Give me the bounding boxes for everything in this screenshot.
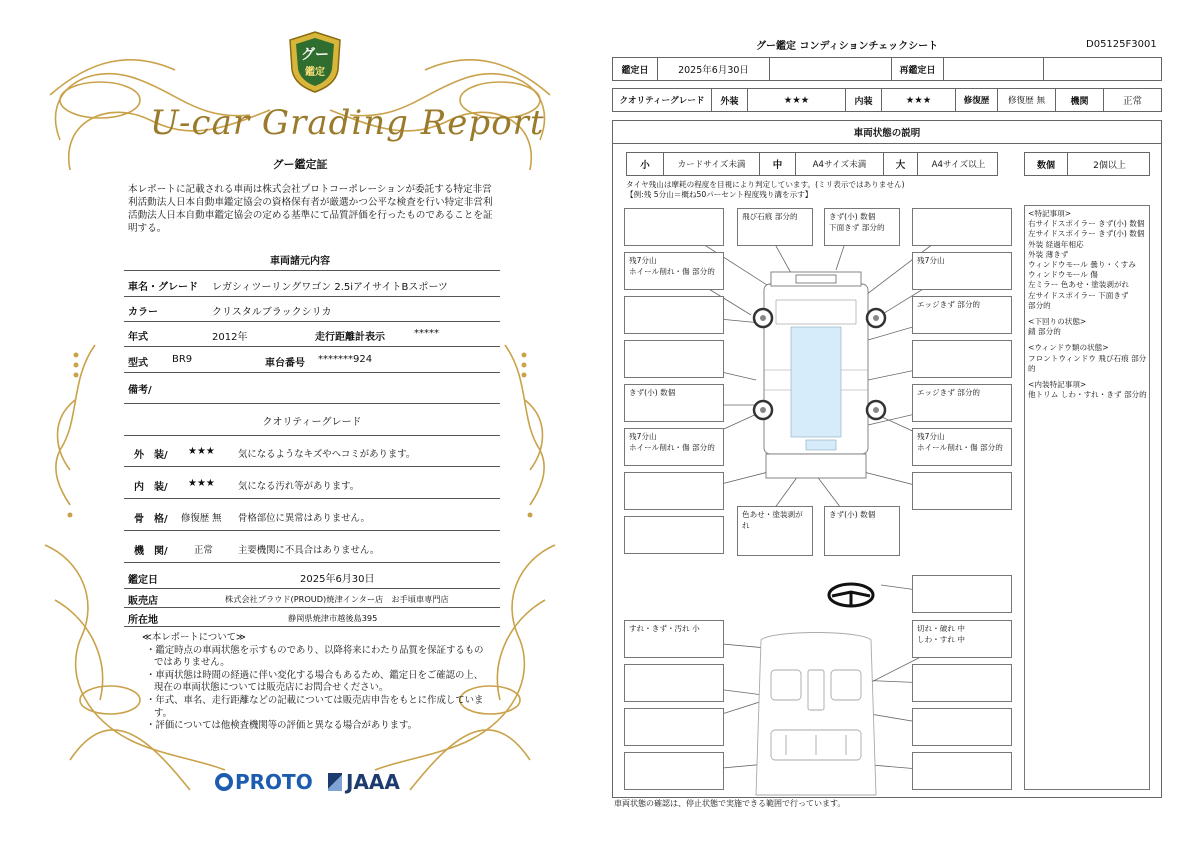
divider [124, 435, 500, 436]
reappraisal-label: 再鑑定日 [891, 58, 943, 80]
area-text: 飛び石痕 部分的 [742, 212, 798, 221]
area-text: ホイール削れ・傷 部分的 [917, 442, 1003, 452]
side-note-line: フロントウィンドウ 飛び石痕 部分的 [1028, 353, 1147, 373]
size-small-label: 小 [640, 160, 650, 171]
grade-row [612, 88, 1162, 112]
color-label: カラー [128, 307, 158, 318]
area-rear-right-outer [912, 472, 1012, 510]
footer-note: 車両状態の確認は、停止状態で実施できる範囲で行っています。 [614, 799, 846, 808]
engine-value: 正常 [1103, 89, 1161, 111]
dealer-value: 株式会社プラウド(PROUD)焼津インター店 お手頃車専門店 [225, 594, 449, 604]
exterior-label: 外装 [711, 89, 747, 111]
area-steering [912, 575, 1012, 613]
grade-engine-desc: 主要機関に不具合はありません。 [238, 545, 380, 556]
model-value: BR9 [172, 354, 193, 365]
area-front-left-outer [624, 208, 724, 246]
grade-exterior-label: 外 装/ [134, 450, 168, 461]
area-front-center-2 [824, 208, 900, 246]
date-value: 2025年6月30日 [657, 58, 769, 80]
size-large-desc: A4サイズ以上 [917, 153, 999, 175]
report-title: U-car Grading Report [150, 103, 545, 143]
count-legend [1024, 152, 1150, 176]
side-note-line: 部分的 [1028, 300, 1051, 310]
side-note-line: <下回りの状態> [1028, 317, 1087, 327]
area-interior-right-4 [912, 752, 1012, 790]
area-right-front-door [912, 296, 1012, 334]
tire-note-2: 【例:残 5分山＝概ね50パーセント程度残り溝を示す】 [626, 190, 813, 199]
repair-history-label: 修復歴 [955, 89, 997, 111]
color-value: クリスタルブラックシリカ [212, 307, 332, 318]
area-text: 残7分山 [917, 432, 945, 441]
odometer-value: ***** [414, 328, 439, 339]
area-right-rear-door [912, 384, 1012, 422]
area-rear-left-tire [624, 428, 724, 466]
area-text: 残7分山 [629, 256, 657, 265]
grade-engine-value: 正常 [194, 545, 213, 556]
car-name-label: 車名・グレード [128, 282, 198, 293]
spec-title: 車両諸元内容 [270, 256, 330, 267]
area-text: エッジきず 部分的 [917, 300, 981, 309]
area-interior-right-2 [912, 664, 1012, 702]
area-interior-left-3 [624, 708, 724, 746]
special-notes-list [1028, 209, 1152, 400]
divider [124, 562, 500, 563]
area-rear-right-tire [912, 428, 1012, 466]
area-right-center [912, 340, 1012, 378]
area-text: エッジきず 部分的 [917, 388, 981, 397]
side-note-line: 右サイドスポイラー きず(小) 数個 [1028, 219, 1145, 229]
odometer-label: 走行距離計表示 [315, 332, 385, 343]
area-text: 残7分山 [917, 256, 945, 265]
side-note-line: 外装 薄きず [1028, 249, 1069, 259]
area-text: ホイール削れ・傷 部分的 [629, 442, 715, 452]
divider [124, 626, 500, 627]
chassis-label: 車台番号 [265, 358, 305, 369]
grade-interior-label: 内 装/ [134, 482, 168, 493]
appraisal-date-value: 2025年6月30日 [300, 574, 375, 585]
area-text: ホイール削れ・傷 部分的 [629, 266, 715, 276]
area-front-left-tire [624, 252, 724, 290]
quality-grade-label: クオリティーグレード [619, 96, 705, 106]
area-text: きず(小) 数個 [629, 388, 676, 397]
grade-engine-label: 機 関/ [134, 546, 168, 557]
divider [124, 530, 500, 531]
condition-check-sheet [606, 0, 1200, 848]
area-interior-right-3 [912, 708, 1012, 746]
interior-label: 内装 [845, 89, 881, 111]
area-text: 切れ・破れ 中 [917, 624, 965, 633]
sheet-title: グー鑑定 コンディションチェックシート [756, 41, 939, 52]
grade-interior-desc: 気になる汚れ等があります。 [238, 481, 360, 492]
divider [124, 372, 500, 373]
area-left-front-door [624, 296, 724, 334]
quality-title: クオリティーグレード [262, 417, 362, 428]
area-front-right-outer [912, 208, 1012, 246]
area-interior-front-right [912, 620, 1012, 658]
interior-value: ★★★ [881, 89, 955, 111]
notes-title: ≪本レポートについて≫ [142, 632, 246, 643]
area-front-right-tire [912, 252, 1012, 290]
note-item: ・鑑定時点の車両状態を示すものであり、以降将来にわたり品質を保証するものではありません。 [146, 644, 484, 669]
note-item: ・車両状態は時間の経過に伴い変化する場合もあるため、鑑定日をご確認の上、現在の車両状態については販売店にお問合せください。 [146, 669, 484, 694]
appraisal-date-label: 鑑定日 [128, 575, 158, 586]
divider [124, 466, 500, 467]
proto-logo-text: PROTO [235, 770, 313, 794]
side-note-line: 他トリム しわ・すれ・きず 部分的 [1028, 390, 1147, 400]
area-text: 下面きず 部分的 [829, 222, 885, 232]
area-rear-center-2 [824, 506, 900, 556]
size-small-desc: カードサイズ未満 [663, 153, 759, 175]
size-large-label: 大 [883, 153, 917, 175]
count-label: 数個 [1036, 160, 1055, 171]
report-notes [142, 632, 492, 733]
side-note-line: 左ミラー 色あせ・塗装剥がれ [1028, 280, 1130, 290]
grade-frame-desc: 骨格部位に異常はありません。 [238, 513, 370, 524]
divider [124, 588, 500, 589]
tire-note-1: タイヤ残山は摩耗の程度を目視により判定しています。(ミリ表示ではありません) [626, 180, 905, 189]
area-rear-left-lower [624, 516, 724, 554]
proto-mark-icon [215, 773, 233, 791]
side-note-line: 左サイドスポイラー 下面きず [1028, 290, 1129, 300]
certificate-text: 本レポートに記載される車両は株式会社プロトコーポレーションが委託する特定非営利活動法人日本自動車鑑定協会の資格保有者が厳選かつ公平な検査を行い特定非営利活動法人日本自動車鑑定協会の定める基準にて品質評価を行ったものであることを証明する。 [128, 184, 493, 234]
grade-exterior-desc: 気になるようなキズやヘコミがあります。 [238, 449, 416, 460]
side-note-line: ウィンドウモール 曇り・くすみ [1028, 260, 1136, 270]
area-text: きず(小) 数個 [829, 510, 876, 519]
area-interior-left-4 [624, 752, 724, 790]
sheet-id: D05125F3001 [1086, 39, 1157, 50]
repair-history-value: 修復歴 無 [997, 89, 1055, 111]
year-value: 2012年 [212, 332, 248, 343]
area-front-center-1 [737, 208, 813, 246]
state-title: 車両状態の説明 [612, 120, 1162, 144]
year-label: 年式 [128, 332, 148, 343]
area-text: しわ・すれ 中 [917, 634, 965, 644]
remarks-label: 備考/ [128, 385, 152, 396]
side-note-line: <特記事項> [1028, 209, 1072, 218]
divider [124, 296, 500, 297]
count-desc: 2個以上 [1067, 153, 1151, 175]
note-item: ・年式、車名、走行距離などの記載については販売店申告をもとに作成しています。 [146, 694, 484, 719]
size-mid-label: 中 [759, 153, 795, 175]
jaaa-mark-icon [328, 773, 342, 791]
area-left-rear-door [624, 384, 724, 422]
special-notes-panel [1024, 205, 1150, 790]
grade-frame-value: 修復歴 無 [181, 513, 222, 524]
grade-frame-label: 骨 格/ [134, 514, 168, 525]
certificate-title: グー鑑定証 [272, 158, 328, 171]
side-note-line: <内装特記事項> [1028, 380, 1087, 390]
proto-logo [215, 770, 313, 794]
side-note-line: 外装 経過年相応 [1028, 239, 1084, 249]
badge-line-1: グー [301, 47, 329, 63]
address-label: 所在地 [128, 615, 158, 626]
size-legend [626, 152, 998, 176]
grade-exterior-value: ★★★ [188, 446, 215, 457]
date-label: 鑑定日 [621, 65, 649, 76]
date-blank [769, 58, 891, 80]
jaaa-logo [328, 770, 400, 794]
area-interior-front-left [624, 620, 724, 658]
divider [124, 607, 500, 608]
car-name-value: レガシィツーリングワゴン 2.5iアイサイトBスポーツ [212, 282, 448, 293]
reappraisal-value [943, 58, 1043, 80]
engine-label: 機関 [1055, 89, 1103, 111]
area-rear-center-1 [737, 506, 813, 556]
reappraisal-blank [1043, 58, 1161, 80]
exterior-value: ★★★ [747, 89, 845, 111]
area-rear-left-outer [624, 472, 724, 510]
divider [124, 270, 500, 271]
size-mid-desc: A4サイズ未満 [795, 153, 883, 175]
side-note-line: ウィンドウモール 傷 [1028, 270, 1098, 280]
area-text: すれ・きず・汚れ 小 [629, 624, 700, 633]
area-text: 残7分山 [629, 432, 657, 441]
model-label: 型式 [128, 358, 148, 369]
side-note-line: 錆 部分的 [1028, 327, 1061, 337]
area-interior-left-2 [624, 664, 724, 702]
goo-appraisal-badge [286, 30, 344, 94]
area-text: きず(小) 数個 [829, 212, 876, 221]
badge-line-2: 鑑定 [305, 67, 325, 78]
side-note-line: <ウィンドウ類の状態> [1028, 343, 1109, 353]
divider [124, 321, 500, 322]
chassis-value: *******924 [318, 354, 373, 365]
date-row [612, 57, 1162, 81]
note-item: ・評価については他検査機関等の評価と異なる場合があります。 [146, 720, 417, 732]
divider [124, 403, 500, 404]
address-value: 静岡県焼津市越後島395 [288, 613, 378, 623]
area-text: 色あせ・塗装剥がれ [742, 510, 803, 530]
divider [124, 498, 500, 499]
divider [124, 346, 500, 347]
jaaa-logo-text: JAAA [346, 770, 400, 794]
grade-interior-value: ★★★ [188, 478, 215, 489]
area-left-center [624, 340, 724, 378]
side-note-line: 左サイドスポイラー きず(小) 数個 [1028, 229, 1145, 239]
dealer-label: 販売店 [128, 596, 158, 607]
